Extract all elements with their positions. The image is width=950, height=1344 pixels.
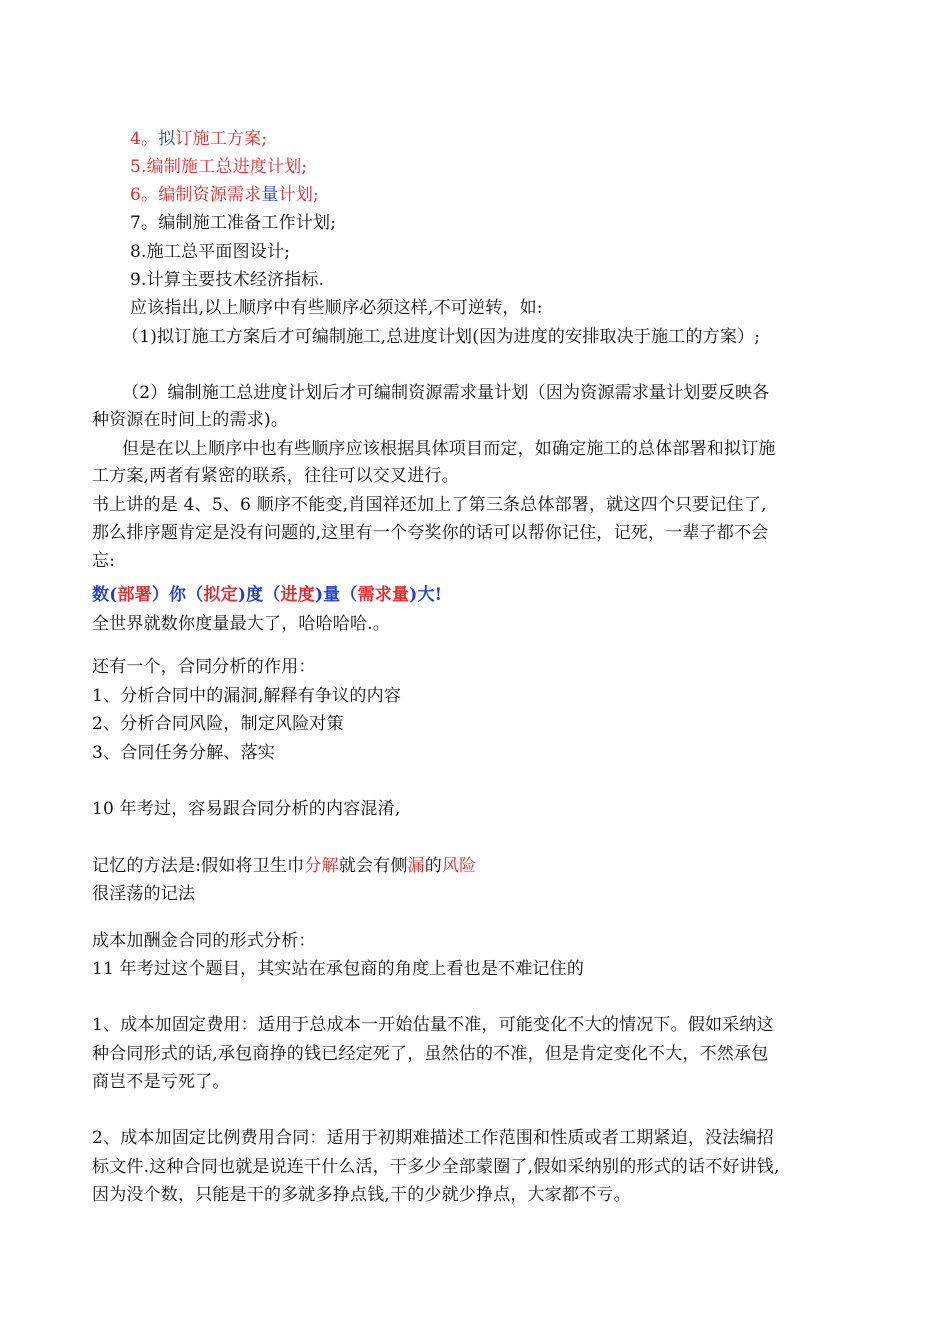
note-intro: 应该指出,以上顺序中有些顺序必须这样,不可逆转，如: <box>130 298 543 318</box>
memory-highlight: 风险 <box>441 856 477 876</box>
mnemonic-part: )大! <box>409 585 443 605</box>
mnemonic-part: ）你（ <box>151 585 204 605</box>
mnemonic-part: )度（ <box>237 585 281 605</box>
item-fixed-line-1: 1、成本加固定费用：适用于总成本一开始估量不准，可能变化不大的情况下。假如采纳这 <box>92 1015 774 1035</box>
memory-text: 就会有侧 <box>338 856 408 876</box>
item-fixed-line-2: 种合同形式的话,承包商挣的钱已经定死了，虽然估的不准，但是肯定变化不大，不然承包 <box>92 1044 769 1064</box>
book-note-line-2: 那么排序题肯定是没有问题的,这里有一个夸奖你的话可以帮你记住，记死，一辈子都不会 <box>92 523 769 543</box>
step-5-text: 5.编制施工总进度 <box>130 157 268 177</box>
note-3-line-2: 工方案,两者有紧密的联系，往往可以交叉进行。 <box>92 466 459 486</box>
note-2-line-2: 种资源在时间上的需求)。 <box>92 410 289 430</box>
mnemonic-part: 拟定 <box>203 585 238 605</box>
exam-11-note: 11 年考过这个题目，其实站在承包商的角度上看也是不难记住的 <box>92 959 585 979</box>
contract-title: 还有一个，合同分析的作用： <box>92 657 316 677</box>
note-3-line-1: 但是在以上顺序中也有些顺序应该根据具体项目而定，如确定施工的总体部署和拟订施 <box>122 439 776 459</box>
step-5-tail: 计划; <box>267 157 308 177</box>
contract-item: 1、分析合同中的漏洞,解释有争议的内容 <box>92 686 402 706</box>
memory-tail: 很淫荡的记法 <box>92 884 196 904</box>
mnemonic-part: 进度 <box>280 585 315 605</box>
memory-highlight: 漏 <box>407 856 425 876</box>
mnemonic-part: 数 <box>92 585 110 605</box>
book-note-line-1: 书上讲的是 4、5、6 顺序不能变,肖国祥还加上了第三条总体部署，就这四个只要记住了, <box>92 495 767 515</box>
step-7: 7。编制施工准备工作计划; <box>130 213 337 233</box>
memory-highlight: 分解 <box>304 856 339 876</box>
step-6-tail: 计划; <box>278 185 319 205</box>
step-4 <box>130 128 267 150</box>
contract-item: 3、合同任务分解、落实 <box>92 743 276 763</box>
step-4-text: 订施工方案; <box>175 129 268 149</box>
item-fixed-line-3: 商岂不是亏死了。 <box>92 1072 230 1092</box>
memory-method <box>92 855 476 877</box>
step-6 <box>130 184 319 206</box>
contract-item: 2、分析合同风险，制定风险对策 <box>92 714 344 734</box>
mnemonic-line <box>92 584 442 606</box>
note-1: （1)拟订施工方案后才可编制施工,总进度计划(因为进度的安排取决于施工的方案）; <box>122 327 761 347</box>
item-ratio-line-2: 标文件.这种合同也就是说连干什么活，干多少全部蒙圈了,假如采纳别的形式的话不好讲钱, <box>92 1157 780 1177</box>
step-5 <box>130 156 307 178</box>
cost-title: 成本加酬金合同的形式分析： <box>92 931 316 951</box>
note-2-line-1: （2）编制施工总进度计划后才可编制资源需求量计划（因为资源需求量计划要反映各 <box>122 383 770 403</box>
mnemonic-part: )量（ <box>314 585 358 605</box>
step-4-number: 4。 <box>130 129 159 149</box>
item-ratio-line-1: 2、成本加固定比例费用合同：适用于初期难描述工作范围和性质或者工期紧迫，没法编招 <box>92 1128 774 1148</box>
memory-text: 记忆的方法是:假如将卫生巾 <box>92 856 305 876</box>
step-6-text: 6。编制资源需求 <box>130 185 262 205</box>
step-8: 8.施工总平面图设计; <box>130 242 291 262</box>
mnemonic-part: 需求量 <box>357 585 410 605</box>
step-9: 9.计算主要技术经济指标. <box>130 270 325 290</box>
memory-text: 的 <box>424 856 442 876</box>
mnemonic-part: 部署 <box>117 585 152 605</box>
step-4-highlight: 拟 <box>158 129 176 149</box>
step-6-highlight: 量 <box>261 185 279 205</box>
joke-line: 全世界就数你度量最大了，哈哈哈哈.。 <box>92 614 391 634</box>
item-ratio-line-3: 因为没个数，只能是干的多就多挣点钱,干的少就少挣点，大家都不亏。 <box>92 1185 631 1205</box>
book-note-line-3: 忘: <box>92 551 116 571</box>
exam-10-note: 10 年考过，容易跟合同分析的内容混淆, <box>92 799 401 819</box>
mnemonic-part: ( <box>109 585 118 605</box>
